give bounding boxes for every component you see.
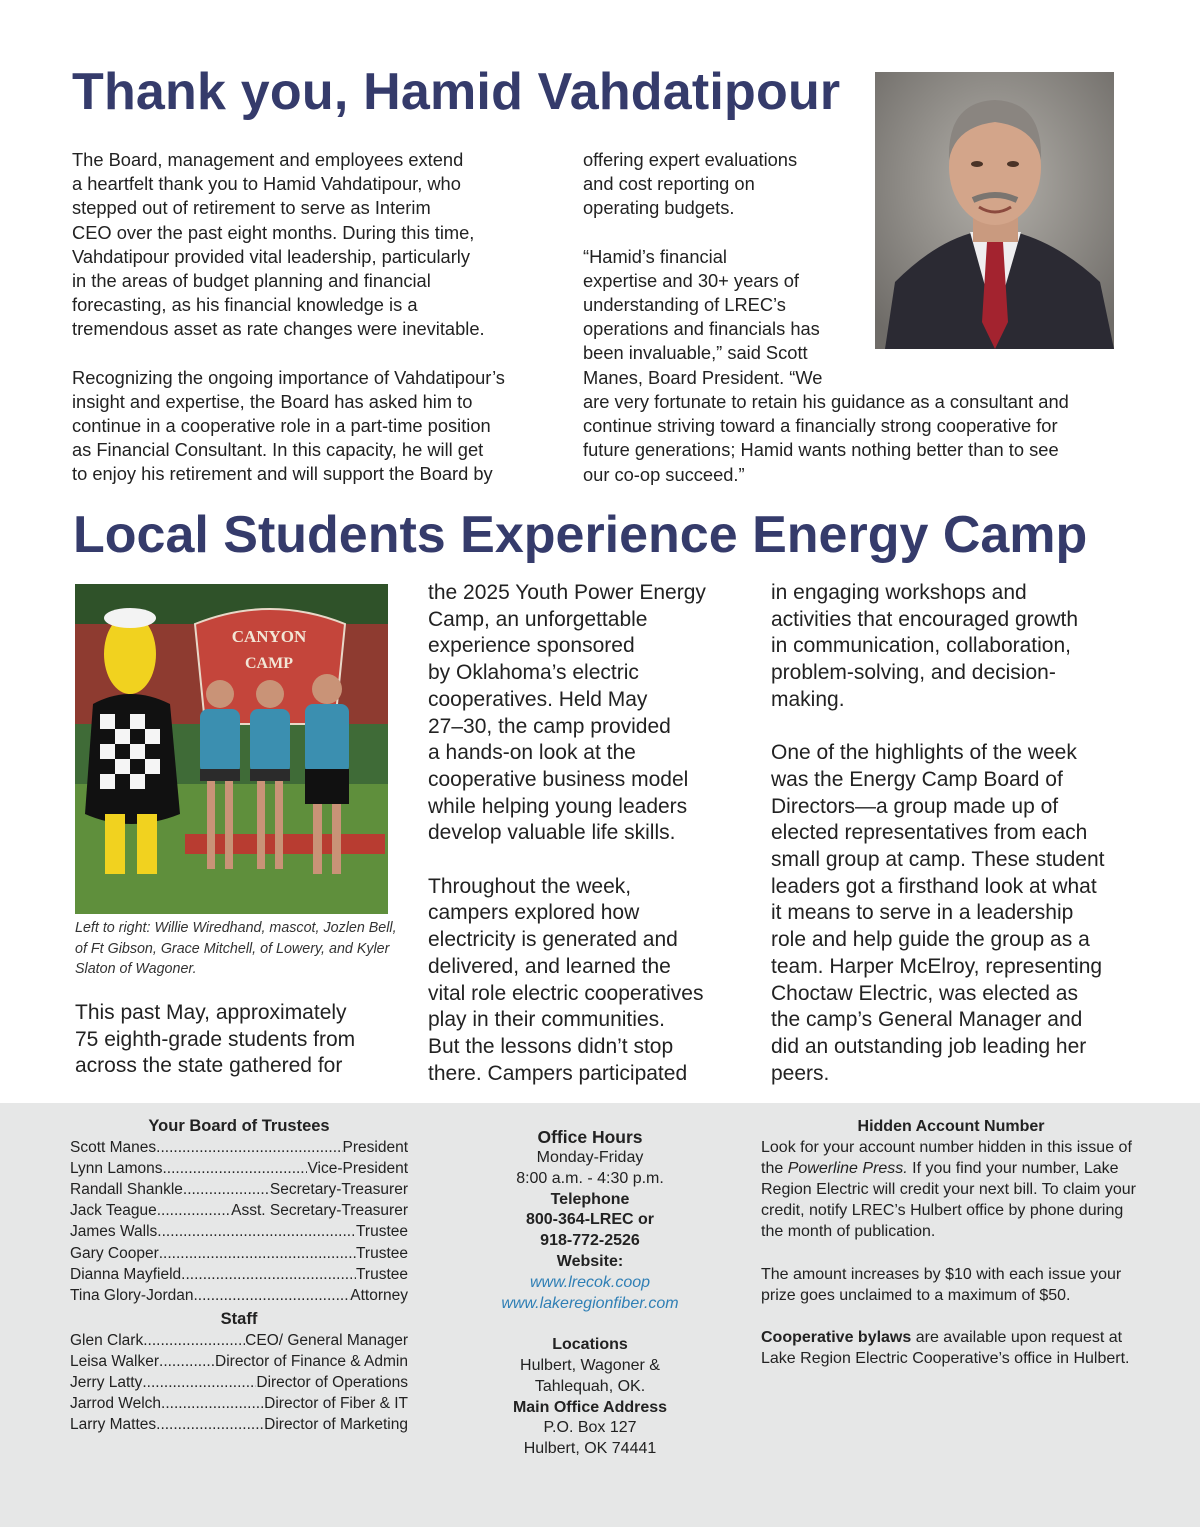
staff-row bbox=[70, 1372, 408, 1393]
article-title-energy-camp: Local Students Experience Energy Camp bbox=[73, 506, 1088, 564]
trustee-row-name: Tina Glory-Jordan bbox=[70, 1286, 194, 1304]
article2-paragraph bbox=[771, 580, 1141, 714]
text-line: was the Energy Camp Board of bbox=[771, 767, 1063, 791]
trustee-row bbox=[70, 1285, 408, 1306]
trustee-row bbox=[70, 1137, 408, 1158]
text-line: are very fortunate to retain his guidance as a consultant and bbox=[583, 391, 1069, 412]
staff-row bbox=[70, 1351, 408, 1372]
text-line: role and help guide the group as a bbox=[771, 928, 1090, 952]
phone-line-1: 800-364-LREC or bbox=[525, 1211, 655, 1229]
article1-quote-continued bbox=[583, 390, 1143, 487]
office-hours: 8:00 a.m. - 4:30 p.m. bbox=[516, 1169, 664, 1187]
dot-leader bbox=[156, 1414, 264, 1435]
text-line: continue striving toward a financially strong cooperative for bbox=[583, 415, 1058, 437]
trustee-row-role: Secretary-Treasurer bbox=[269, 1181, 408, 1199]
text-line: insight and expertise, the Board has asked him to bbox=[72, 390, 473, 412]
locations-heading: Locations bbox=[552, 1336, 628, 1354]
staff-row bbox=[70, 1393, 408, 1414]
trustee-row-name: Jack Teague bbox=[70, 1202, 157, 1220]
prize-increase-text: The amount increases by $10 with each issue your prize goes unclaimed to a maximum of $50. bbox=[761, 1265, 1122, 1304]
article2-column-1 bbox=[75, 1000, 395, 1080]
text-line: tremendous asset as rate changes were inevitable. bbox=[72, 318, 485, 340]
trustee-row bbox=[70, 1243, 408, 1264]
text-line: peers. bbox=[771, 1061, 830, 1085]
text-line: 75 eighth-grade students from bbox=[75, 1027, 356, 1051]
staff-row bbox=[70, 1414, 408, 1435]
address-line-1: P.O. Box 127 bbox=[543, 1419, 637, 1437]
text-line: in communication, collaboration, bbox=[771, 634, 1071, 658]
photo-caption bbox=[75, 918, 395, 980]
article1-column-2-wide bbox=[583, 390, 1143, 487]
website-heading: Website: bbox=[556, 1252, 624, 1270]
text-line: there. Campers participated bbox=[428, 1061, 688, 1085]
text-line: to enjoy his retirement and will support the Board by bbox=[72, 463, 493, 485]
text-line: leaders got a firsthand look at what bbox=[771, 874, 1097, 898]
text-line: a heartfelt thank you to Hamid Vahdatipour, who bbox=[72, 173, 461, 195]
trustee-row-role: Trustee bbox=[356, 1223, 408, 1241]
staff-row-role: Director of Finance & Admin bbox=[215, 1353, 408, 1371]
trustee-row bbox=[70, 1221, 408, 1242]
office-hours-heading: Office Hours bbox=[537, 1127, 643, 1147]
dot-leader bbox=[142, 1372, 256, 1393]
office-info bbox=[470, 1126, 710, 1460]
text-line: activities that encouraged growth bbox=[771, 607, 1079, 631]
article1-column-1 bbox=[72, 148, 560, 487]
text-line: in engaging workshops and bbox=[771, 581, 1027, 604]
text-line: vital role electric cooperatives bbox=[428, 981, 704, 1005]
text-line: develop valuable life skills. bbox=[428, 821, 676, 845]
portrait-photo bbox=[875, 72, 1114, 349]
trustee-row bbox=[70, 1200, 408, 1221]
trustee-row-name: Lynn Lamons bbox=[70, 1160, 163, 1178]
article2-paragraph bbox=[75, 1000, 395, 1080]
staff-row-name: Jerry Latty bbox=[70, 1374, 143, 1392]
text-line: by Oklahoma’s electric bbox=[428, 661, 639, 685]
text-line: the camp’s General Manager and bbox=[771, 1008, 1083, 1032]
text-line: experience sponsored bbox=[428, 634, 635, 658]
text-line: team. Harper McElroy, representing bbox=[771, 954, 1103, 978]
article2-paragraph bbox=[428, 580, 748, 847]
staff-row-name: Glen Clark bbox=[70, 1331, 144, 1349]
trustee-row bbox=[70, 1264, 408, 1285]
text-line: Camp, an unforgettable bbox=[428, 607, 648, 631]
hidden-account-number bbox=[761, 1116, 1141, 1369]
staff-heading: Staff bbox=[220, 1309, 258, 1328]
staff-row-role: CEO/ General Manager bbox=[245, 1331, 408, 1349]
article2-column-3 bbox=[771, 580, 1141, 1087]
text-line: Recognizing the ongoing importance of Vahdatipour’s bbox=[72, 366, 505, 388]
text-line: making. bbox=[771, 687, 845, 711]
text-line: cooperatives. Held May bbox=[428, 687, 648, 711]
text-line: small group at camp. These student bbox=[771, 848, 1105, 872]
text-line: future generations; Hamid wants nothing better than to see bbox=[583, 439, 1059, 461]
text-line: operating budgets. bbox=[583, 197, 735, 219]
text-line: Directors—a group made up of bbox=[771, 794, 1059, 818]
text-line: been invaluable,” said Scott bbox=[583, 342, 808, 364]
text-line: Throughout the week, bbox=[428, 874, 632, 898]
dot-leader bbox=[163, 1158, 308, 1179]
website-link-fiber[interactable]: www.lakeregionfiber.com bbox=[501, 1294, 679, 1312]
article2-column-2 bbox=[428, 580, 748, 1087]
trustee-row-name: Scott Manes bbox=[70, 1139, 157, 1157]
staff-row bbox=[70, 1330, 408, 1351]
text-line: as Financial Consultant. In this capacity, he will get bbox=[72, 439, 484, 461]
trustee-row-role: Asst. Secretary-Treasurer bbox=[231, 1202, 408, 1220]
camp-illustration bbox=[75, 584, 388, 914]
text-line: Slaton of Wagoner. bbox=[75, 961, 197, 977]
article2-paragraph bbox=[771, 740, 1141, 1087]
dot-leader bbox=[156, 1137, 342, 1158]
trustee-row-role: Vice-President bbox=[307, 1160, 408, 1178]
bylaws-text: Cooperative bylaws are available upon request at Lake Region Electric Cooperative’s office in Hulbert. bbox=[761, 1328, 1130, 1368]
board-heading: Your Board of Trustees bbox=[148, 1117, 330, 1135]
article1-paragraph bbox=[72, 366, 560, 487]
text-line: delivered, and learned the bbox=[428, 954, 671, 978]
article1-column-2 bbox=[583, 148, 853, 390]
text-line: Choctaw Electric, was elected as bbox=[771, 981, 1078, 1005]
text-line: it means to serve in a leadership bbox=[771, 901, 1074, 925]
hidden-account-heading: Hidden Account Number bbox=[857, 1118, 1045, 1135]
staff-row-role: Director of Fiber & IT bbox=[264, 1395, 408, 1413]
dot-leader bbox=[157, 1200, 231, 1221]
phone-line-2: 918-772-2526 bbox=[540, 1232, 640, 1250]
trustee-row-role: Trustee bbox=[356, 1265, 408, 1283]
text-line: But the lessons didn’t stop bbox=[428, 1034, 674, 1058]
trustee-row-role: President bbox=[342, 1139, 408, 1157]
text-line: 27–30, the camp provided bbox=[428, 714, 671, 738]
text-line: the 2025 Youth Power Energy bbox=[428, 581, 706, 604]
camp-photo bbox=[75, 584, 388, 914]
text-line: operations and financials has bbox=[583, 318, 820, 340]
address-line-2: Hulbert, OK 74441 bbox=[523, 1440, 657, 1458]
text-line: did an outstanding job leading her bbox=[771, 1034, 1087, 1058]
dot-leader bbox=[159, 1351, 215, 1372]
text-line: understanding of LREC’s bbox=[583, 294, 786, 316]
text-line: elected representatives from each bbox=[771, 821, 1088, 845]
text-line: Left to right: Willie Wiredhand, mascot, Jozlen Bell, bbox=[75, 920, 397, 936]
telephone-heading: Telephone bbox=[550, 1190, 630, 1208]
address-heading: Main Office Address bbox=[512, 1398, 668, 1416]
article1-paragraph bbox=[72, 148, 560, 342]
text-line: cooperative business model bbox=[428, 767, 689, 791]
text-line: our co-op succeed.” bbox=[583, 463, 745, 485]
dot-leader bbox=[193, 1285, 350, 1306]
text-line: continue in a cooperative role in a part-time position bbox=[72, 415, 491, 437]
text-line: “Hamid’s financial bbox=[583, 245, 727, 267]
staff-row-name: Larry Mattes bbox=[70, 1416, 157, 1434]
hidden-account-text: Look for your account number hidden in this issue of the Powerline Press. If you find your number, Lake Region Electric will credit your next bill. To claim your credit, notify LREC’s Hulbert office by phone during the month of publication. bbox=[761, 1139, 1136, 1241]
text-line: This past May, approximately bbox=[75, 1001, 347, 1024]
text-line: forecasting, as his financial knowledge is a bbox=[72, 294, 418, 316]
dot-leader bbox=[183, 1179, 270, 1200]
text-line: while helping young leaders bbox=[428, 794, 688, 818]
text-line: campers explored how bbox=[428, 901, 640, 925]
trustee-row-name: James Walls bbox=[70, 1223, 158, 1241]
trustee-row-role: Attorney bbox=[350, 1286, 408, 1304]
text-line: Vahdatipour provided vital leadership, particularly bbox=[72, 245, 471, 267]
text-line: offering expert evaluations bbox=[583, 149, 798, 170]
staff-list bbox=[70, 1330, 408, 1435]
article-title-thank-you: Thank you, Hamid Vahdatipour bbox=[72, 63, 841, 121]
text-line: in the areas of budget planning and financial bbox=[72, 270, 431, 292]
trustee-row-role: Trustee bbox=[356, 1244, 408, 1262]
article1-paragraph bbox=[583, 148, 853, 221]
text-line: One of the highlights of the week bbox=[771, 741, 1077, 765]
website-link-lrecok[interactable]: www.lrecok.coop bbox=[529, 1273, 651, 1291]
dot-leader bbox=[161, 1393, 264, 1414]
text-line: expertise and 30+ years of bbox=[583, 269, 799, 291]
text-line: a hands-on look at the bbox=[428, 741, 636, 765]
staff-row-role: Director of Operations bbox=[256, 1374, 408, 1392]
text-line: CEO over the past eight months. During this time, bbox=[72, 221, 475, 243]
text-line: Manes, Board President. “We bbox=[583, 366, 823, 388]
sign-text-bottom: CAMP bbox=[245, 655, 293, 672]
board-of-trustees bbox=[70, 1116, 408, 1435]
text-line: of Ft Gibson, Grace Mitchell, of Lowery, and Kyler bbox=[75, 940, 390, 957]
trustee-row-name: Dianna Mayfield bbox=[70, 1265, 182, 1283]
article2-paragraph bbox=[428, 874, 748, 1088]
text-line: The Board, management and employees extend bbox=[72, 149, 464, 170]
article1-quote bbox=[583, 245, 853, 390]
trustee-row-name: Randall Shankle bbox=[70, 1181, 183, 1199]
trustee-list bbox=[70, 1137, 408, 1306]
dot-leader bbox=[159, 1243, 356, 1264]
text-line: across the state gathered for bbox=[75, 1054, 343, 1078]
staff-row-name: Leisa Walker bbox=[70, 1353, 160, 1371]
trustee-row bbox=[70, 1179, 408, 1200]
text-line: electricity is generated and bbox=[428, 928, 678, 952]
text-line: and cost reporting on bbox=[583, 173, 755, 195]
text-line: problem-solving, and decision- bbox=[771, 661, 1056, 685]
staff-row-name: Jarrod Welch bbox=[70, 1395, 162, 1413]
sign-text-top: CANYON bbox=[231, 627, 307, 646]
office-days: Monday-Friday bbox=[536, 1149, 644, 1166]
portrait-illustration bbox=[875, 72, 1114, 349]
text-line: play in their communities. bbox=[428, 1008, 665, 1032]
trustee-row bbox=[70, 1158, 408, 1179]
dot-leader bbox=[157, 1221, 356, 1242]
dot-leader bbox=[181, 1264, 356, 1285]
locations-line-1: Hulbert, Wagoner & bbox=[520, 1356, 660, 1374]
trustee-row-name: Gary Cooper bbox=[70, 1244, 159, 1262]
text-line: stepped out of retirement to serve as Interim bbox=[72, 197, 431, 219]
dot-leader bbox=[143, 1330, 245, 1351]
locations-line-2: Tahlequah, OK. bbox=[534, 1377, 646, 1395]
staff-row-role: Director of Marketing bbox=[264, 1416, 408, 1434]
